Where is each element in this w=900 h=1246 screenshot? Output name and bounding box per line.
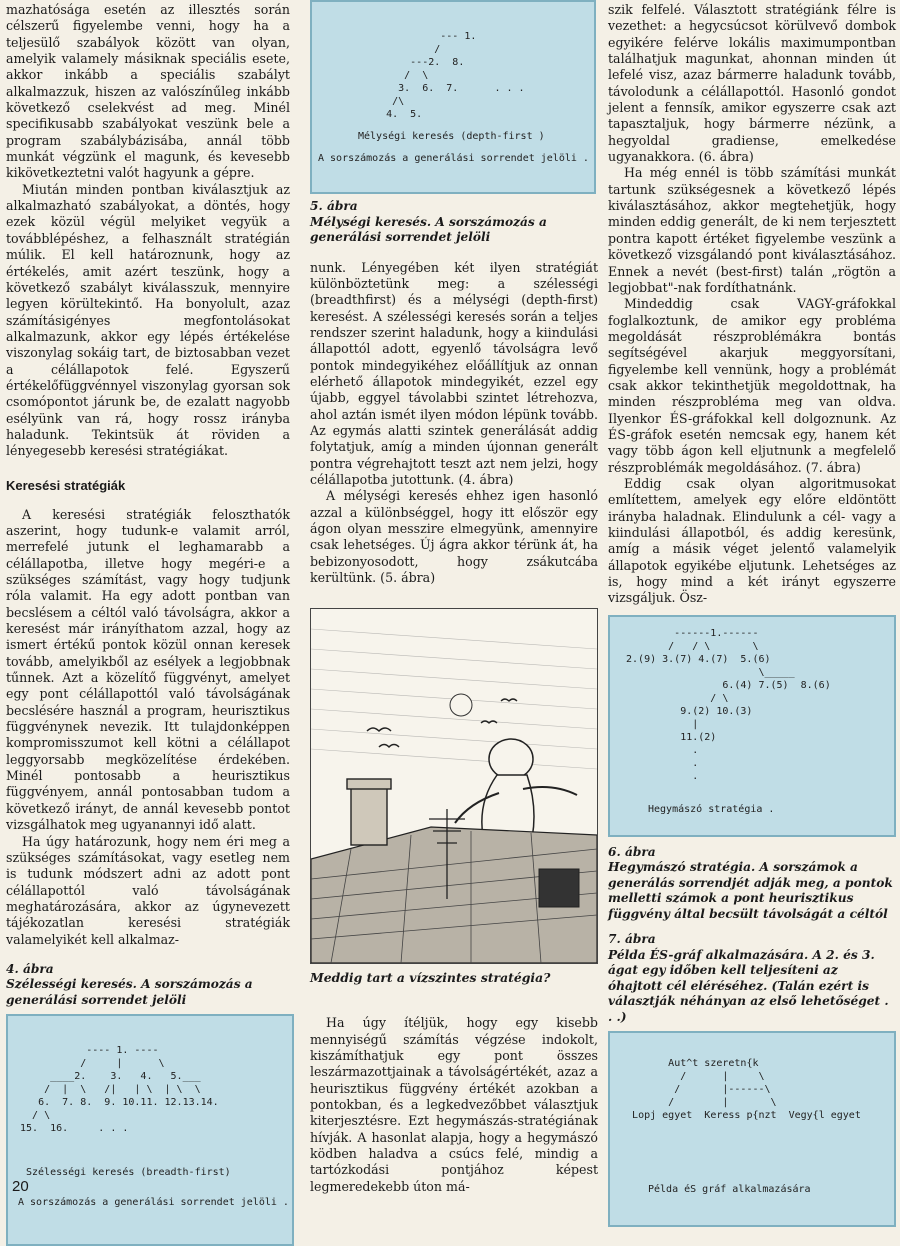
figure-7-caption [608, 932, 896, 1025]
figure-4-screen [6, 1014, 294, 1246]
paragraph: Eddig csak olyan algoritmusokat említettem, amelyek egy előre eldöntött irányba haladnak. Elindulunk a cél- vagy a kiindulási állapotból, és addig keresünk, amíg a másik véget jelentő valamelyik állapotok egyikébe eljutunk. Lehetséges az is, hogy mind a két irányt egyszerre vizsgáljuk. Ösz- [608, 475, 896, 606]
figure-label: Hegymászó stratégia . [648, 803, 775, 815]
column-right [608, 0, 896, 1227]
figure-number: 7. ábra [608, 932, 656, 947]
figure-label: A sorszámozás a generálási sorrendet jelöli . [18, 1197, 289, 1209]
figure-caption-text: Szélességi keresés. A sorszámozás a generálási sorrendet jelöli [6, 977, 253, 1007]
figure-caption-text: Hegymászó stratégia. A sorszámok a generálás sorrendjét adják meg, a pontok melletti számok a pont heurisztikus függvény által becsült távolságát a céltól [608, 860, 893, 921]
figure-caption-text: Mélységi keresés. A sorszámozás a generálási sorrendet jelöli [310, 214, 547, 244]
and-graph-tree: Aut^t szeretn{k / | \ / |------\ / | \ Lopj egyet Keress p{nzt Vegy{l egyet [632, 1058, 861, 1122]
paragraph: nunk. Lényegében két ilyen stratégiát különböztetünk meg: a szélességi (breadthfirst) és a mélységi (depth-first) keresést. A szélességi keresés során a teljes rendszer szerint haladunk, hogy a kiindulási állapottól adott, egyenlő távolságra levő pontok mindegyikéhez előállítjuk az onnan elérhető állapotok mindegyikét, ezzel egy újabb, eggyel távolabbi szintet létrehozva, ahol aztán ismét ilyen módon lépünk tovább. Az egymás alatti szintek generálását addig folytatjuk, amíg a minden újonnan generált pontra végrehajtott teszt azt nem jelzi, hogy célállapotba jutottunk. (4. ábra) [310, 259, 598, 487]
cartoon-caption: Meddig tart a vízszintes stratégia? [310, 970, 551, 986]
section-heading: Keresési stratégiák [6, 477, 126, 493]
paragraph: Miután minden pontban kiválasztjuk az alkalmazható szabályokat, a döntés, hogy ezek közül végül melyiket vegyük a továbblépéshez, a felhasznált stratégián múlik. El kell határoznunk, hogy az értékelés, amit azért teszünk, hogy a következő szabályt kiválasszuk, mennyire legyen körültekintő. Ha bonyolult, azaz számításigényes megfontolásokat alkalmazunk, akkor egy lépés értékelése viszonylag sokáig tart, de biztosabban vezet a célállapotok felé. Egyszerű értékelőfüggvénnyel viszonylag gyorsan sok csomópontot járunk be, de ezalatt nagyobb esélyünk van rá, hogy rossz irányba haladunk. Tekintsük át röviden a lényegesebb keresési stratégiákat. [6, 181, 290, 459]
figure-label: Szélességi keresés (breadth-first) [26, 1167, 231, 1179]
paragraph: Ha még ennél is több számítási munkát tartunk szükségesnek a következő lépés kiválasztásához, akkor megtehetjük, hogy minden eddig generált, de ki nem terjesztett pontra kapott értéket figyelembe veszünk a következő vizsgálandó pont kiválasztásához. Ennek a nevét (best-first) talán „rögtön a legjobbat"-nak fordíthatnánk. [608, 165, 896, 295]
figure-5-caption [310, 199, 598, 246]
paragraph: Mindeddig csak VAGY-gráfokkal foglalkoztunk, de amikor egy probléma megoldását részproblémákra bontás segítségével akarjuk meggyorsítani, figyelembe kell vennünk, hogy a problémát csak akkor tekinthetjük megoldottnak, ha minden részprobléma meg van oldva. Ilyenkor ÉS-gráfokkal kell dolgoznunk. Az ÉS-gráfok esetén nemcsak egy, hanem két vagy több ágon kell eljutnunk a megfelelő részproblémák megoldásához. (7. ábra) [608, 296, 896, 475]
figure-label: A sorszámozás a generálási sorrendet jelöli . [318, 153, 589, 164]
figure-5-screen [310, 0, 596, 194]
depth-first-tree: --- 1. / ---2. 8. / \ 3. 6. 7. . . . /\ 4. 5. [386, 31, 525, 120]
paragraph: A keresési stratégiák feloszthatók aszerint, hogy tudunk-e valamit arról, merrefelé jutunk el leghamarabb a célállapotba, illetve hogy megéri-e a szükséges számítást, vagy hogy tudjunk róla valamit. Ha egy adott pontban van becslésem a céltól való távolságra, akkor a keresést már irányíthatom azzal, hogy az ismert értékű pontok közül onnan keresek tovább, amelyikből az esélyek a legjobbnak tűnnek. Azt a közelítő függvényt, amelyet egy pont célállapottól való távolságának becslésére használ a program, heurisztikus függvénynek nevezik. Itt tulajdonképpen kompromisszumot kell kötni a célállapot leggyorsabb megközelítése érdekében. Minél pontosabb a heurisztikus függvényem, annál pontosabban tudom a következő irányt, de annál kevesebb pontot vizsgálhatok meg ugyanannyi idő alatt. [6, 506, 290, 833]
breadth-first-tree: ---- 1. ---- / | \ ____2. 3. 4. 5.___ / | \ /| | \ | \ \ 6. 7. 8. 9. 10.11. 12.13.14. / \ 15. 16. . . . [20, 1045, 219, 1135]
paragraph: szik felfelé. Választott stratégiánk félre is vezethet: a hegycsúcsot körülvevő dombok egyikére felérve lokális maximumpontban találhatjuk magunkat, ahonnan minden út lefelé visz, azaz bármerre haladunk tovább, távolodunk a célállapottól. Hasonló gondot jelent a fennsík, amikor egyszerre csak azt tapasztaljuk, hogy bármerre nézünk, a hegyoldal gradiense, emelkedése ugyanakkora. (6. ábra) [608, 2, 896, 165]
figure-number: 4. ábra [6, 961, 54, 976]
figure-number: 5. ábra [310, 199, 358, 213]
figure-label: Mélységi keresés (depth-first ) [358, 131, 545, 142]
figure-6-screen [608, 615, 896, 837]
hill-climbing-tree: ------1.------ / / \ \ 2.(9) 3.(7) 4.(7) 5.(6) \_____ 6.(4) 7.(5) 8.(6) / \ 9.(2) 10.(3) | 11.(2) . . . [626, 627, 831, 782]
figure-7-screen [608, 1031, 896, 1227]
figure-6-caption [608, 845, 896, 923]
figure-number: 6. ábra [608, 844, 656, 859]
paragraph: Ha úgy határozunk, hogy nem éri meg a szükséges számításokat, vagy esetleg nem is tudunk módszert adni az adott pont célállapottól való távolságának meghatározására, akkor az úgynevezett tájékozatlan keresési stratégiák valamelyikét kell alkalmaz- [6, 833, 290, 947]
cartoon-illustration [310, 608, 598, 964]
paragraph: Ha úgy ítéljük, hogy egy kisebb mennyiségű számítás végzése indokolt, kiszámíthatjuk egy pont összes leszármazottjainak a távolságértékét, azaz a heurisztikus függvény értékét azokban a pontokban, és a legkedvezőbbet választjuk kiterjesztésre. Ezt hegymászás-stratégiának hívják. A hasonlat alapja, hogy a hegymászó ködben haladva a csúcs felé, mindig a tartózkodási pontjához képest legmeredekebb úton má- [310, 1015, 598, 1194]
paragraph: mazhatósága esetén az illesztés során célszerű figyelembe venni, hogy ha a teljesülő szabályok között van olyan, amelyik valamely másiknak speciális esete, akkor inkább a speciális szabályt alkalmazzuk, hiszen az valószínűleg inkább következő cselekvést ad meg. Minél specifikusabb szabályokat veszünk bele a program szabálybázisába, annál több munkát végzünk el magunk, és kevesebb kikövetkeztetni valót hagyunk a gépre. [6, 2, 290, 181]
cartoon-drawing [311, 609, 597, 963]
paragraph: A mélységi keresés ehhez igen hasonló azzal a különbséggel, hogy itt először egy ágon olyan messzire elmegyünk, amennyire csak lehetséges. Új ágra akkor térünk át, ha bebizonyosodott, hogy zsákutcába kerültünk. (5. ábra) [310, 488, 598, 586]
figure-label: Példa éS gráf alkalmazására [648, 1184, 811, 1196]
column-middle [310, 0, 598, 1195]
page-number: 20 [12, 1178, 29, 1195]
column-left [6, 0, 290, 1246]
figure-4-caption [6, 962, 290, 1009]
figure-caption-text: Példa ÉS-gráf alkalmazására. A 2. és 3. ágat egy időben kell teljesíteni az óhajtott cél eléréséhez. (Talán ezért is választják néhányan az első lehetőséget . . .) [608, 947, 889, 1024]
